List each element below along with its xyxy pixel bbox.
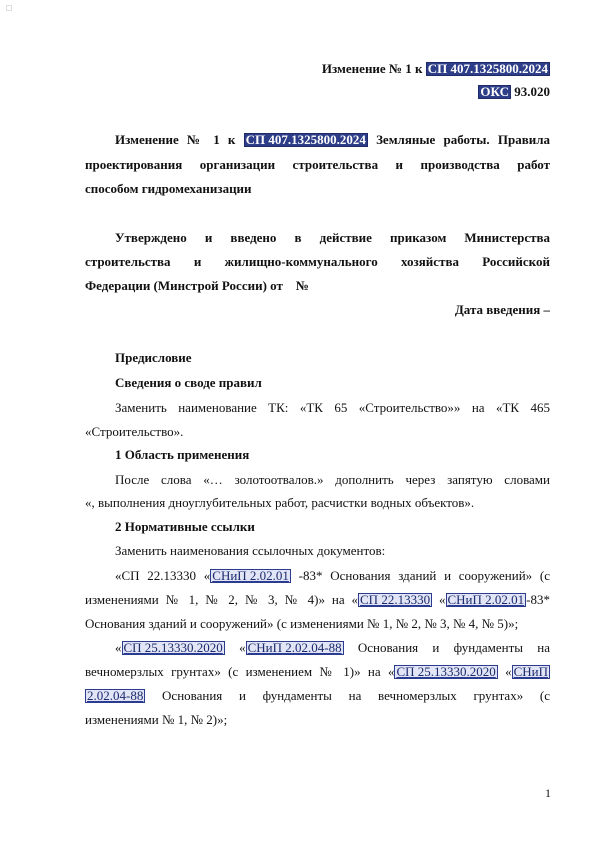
approval-line-2: строительства и жилищно-коммунального хозяйства Российской bbox=[85, 254, 550, 269]
ref-2-suffix: -83* bbox=[526, 592, 550, 607]
snip-2-02-04-link-2[interactable]: 2.02.04-88 bbox=[87, 688, 144, 703]
ref-1-text-b: -83* Основания зданий и сооружений» (с bbox=[298, 568, 550, 583]
header-amendment-text: Изменение № 1 к bbox=[321, 61, 423, 76]
ref-line-2 bbox=[85, 592, 550, 608]
page-number: 1 bbox=[545, 786, 551, 800]
ref-1-text-a: «СП 22.13330 « bbox=[115, 568, 211, 583]
sp-25-13330-link-2[interactable]: СП 25.13330.2020 bbox=[396, 664, 496, 679]
title-line-2: проектирования организации строительства и производства работ bbox=[85, 157, 550, 172]
snip-2-02-01-link-2[interactable]: СНиП 2.02.01 bbox=[447, 592, 525, 607]
corner-mark bbox=[6, 5, 12, 11]
ref-line-7: изменениями № 1, № 2)»; bbox=[85, 712, 228, 727]
approval-line-1: Утверждено и введено в действие приказом Министерства bbox=[115, 230, 550, 245]
title-rest: Земляные работы. Правила bbox=[376, 132, 551, 147]
ref-4-text: Основания и фундаменты на bbox=[343, 640, 550, 655]
header-amendment bbox=[322, 61, 550, 77]
tk-line-1: Заменить наименование ТК: «ТК 65 «Строительство»» на «ТК 465 bbox=[115, 400, 550, 415]
oks-value: 93.020 bbox=[514, 84, 550, 99]
header-sp-link[interactable]: СП 407.1325800.2024 bbox=[427, 61, 548, 76]
tk-line-2: «Строительство». bbox=[85, 424, 184, 439]
sp-22-13330-link[interactable]: СП 22.13330 bbox=[360, 592, 431, 607]
ref-4-quote: « bbox=[115, 640, 122, 655]
ref-line-4 bbox=[115, 640, 550, 656]
ref-6-text: Основания и фундаменты на вечномерзлых грунтах» (с bbox=[145, 688, 550, 703]
ref-line-1 bbox=[115, 568, 550, 584]
scope-heading: 1 Область применения bbox=[115, 447, 250, 462]
scope-line-2: «, выполнения дноуглубительных работ, расчистки водных объектов». bbox=[85, 495, 475, 510]
snip-2-02-04-link[interactable]: СНиП 2.02.04-88 bbox=[247, 640, 342, 655]
ref-line-6 bbox=[85, 688, 550, 704]
title-sp-link[interactable]: СП 407.1325800.2024 bbox=[245, 132, 366, 147]
refs-heading: 2 Нормативные ссылки bbox=[115, 519, 255, 534]
preface-heading: Предисловие bbox=[115, 350, 192, 365]
ref-5-quote: « bbox=[497, 664, 512, 679]
ref-5-text: вечномерзлых грунтах» (с изменением № 1)» на « bbox=[85, 664, 395, 679]
title-line-1 bbox=[115, 132, 550, 148]
snip-link-split[interactable]: СНиП bbox=[513, 664, 548, 679]
approval-line-3: Федерации (Минстрой России) от № bbox=[85, 278, 309, 293]
intro-date: Дата введения – bbox=[454, 302, 550, 317]
ref-2-text: изменениями № 1, № 2, № 3, № 4)» на « bbox=[85, 592, 359, 607]
title-prefix: Изменение № 1 к bbox=[115, 132, 236, 147]
title-line-3: способом гидромеханизации bbox=[85, 181, 252, 196]
ref-4-quote-2: « bbox=[224, 640, 246, 655]
header-oks bbox=[478, 84, 550, 100]
info-heading: Сведения о своде правил bbox=[115, 375, 262, 390]
oks-link[interactable]: ОКС bbox=[480, 84, 509, 99]
ref-line-3: Основания зданий и сооружений» (с изменениями № 1, № 2, № 3, № 4, № 5)»; bbox=[85, 616, 519, 631]
sp-25-13330-link[interactable]: СП 25.13330.2020 bbox=[123, 640, 223, 655]
ref-line-5 bbox=[85, 664, 550, 680]
ref-2-quote: « bbox=[432, 592, 446, 607]
refs-intro: Заменить наименования ссылочных документов: bbox=[115, 543, 386, 558]
snip-2-02-01-link[interactable]: СНиП 2.02.01 bbox=[212, 568, 289, 583]
scope-line-1: После слова «… золотоотвалов.» дополнить через запятую словами bbox=[115, 472, 550, 487]
